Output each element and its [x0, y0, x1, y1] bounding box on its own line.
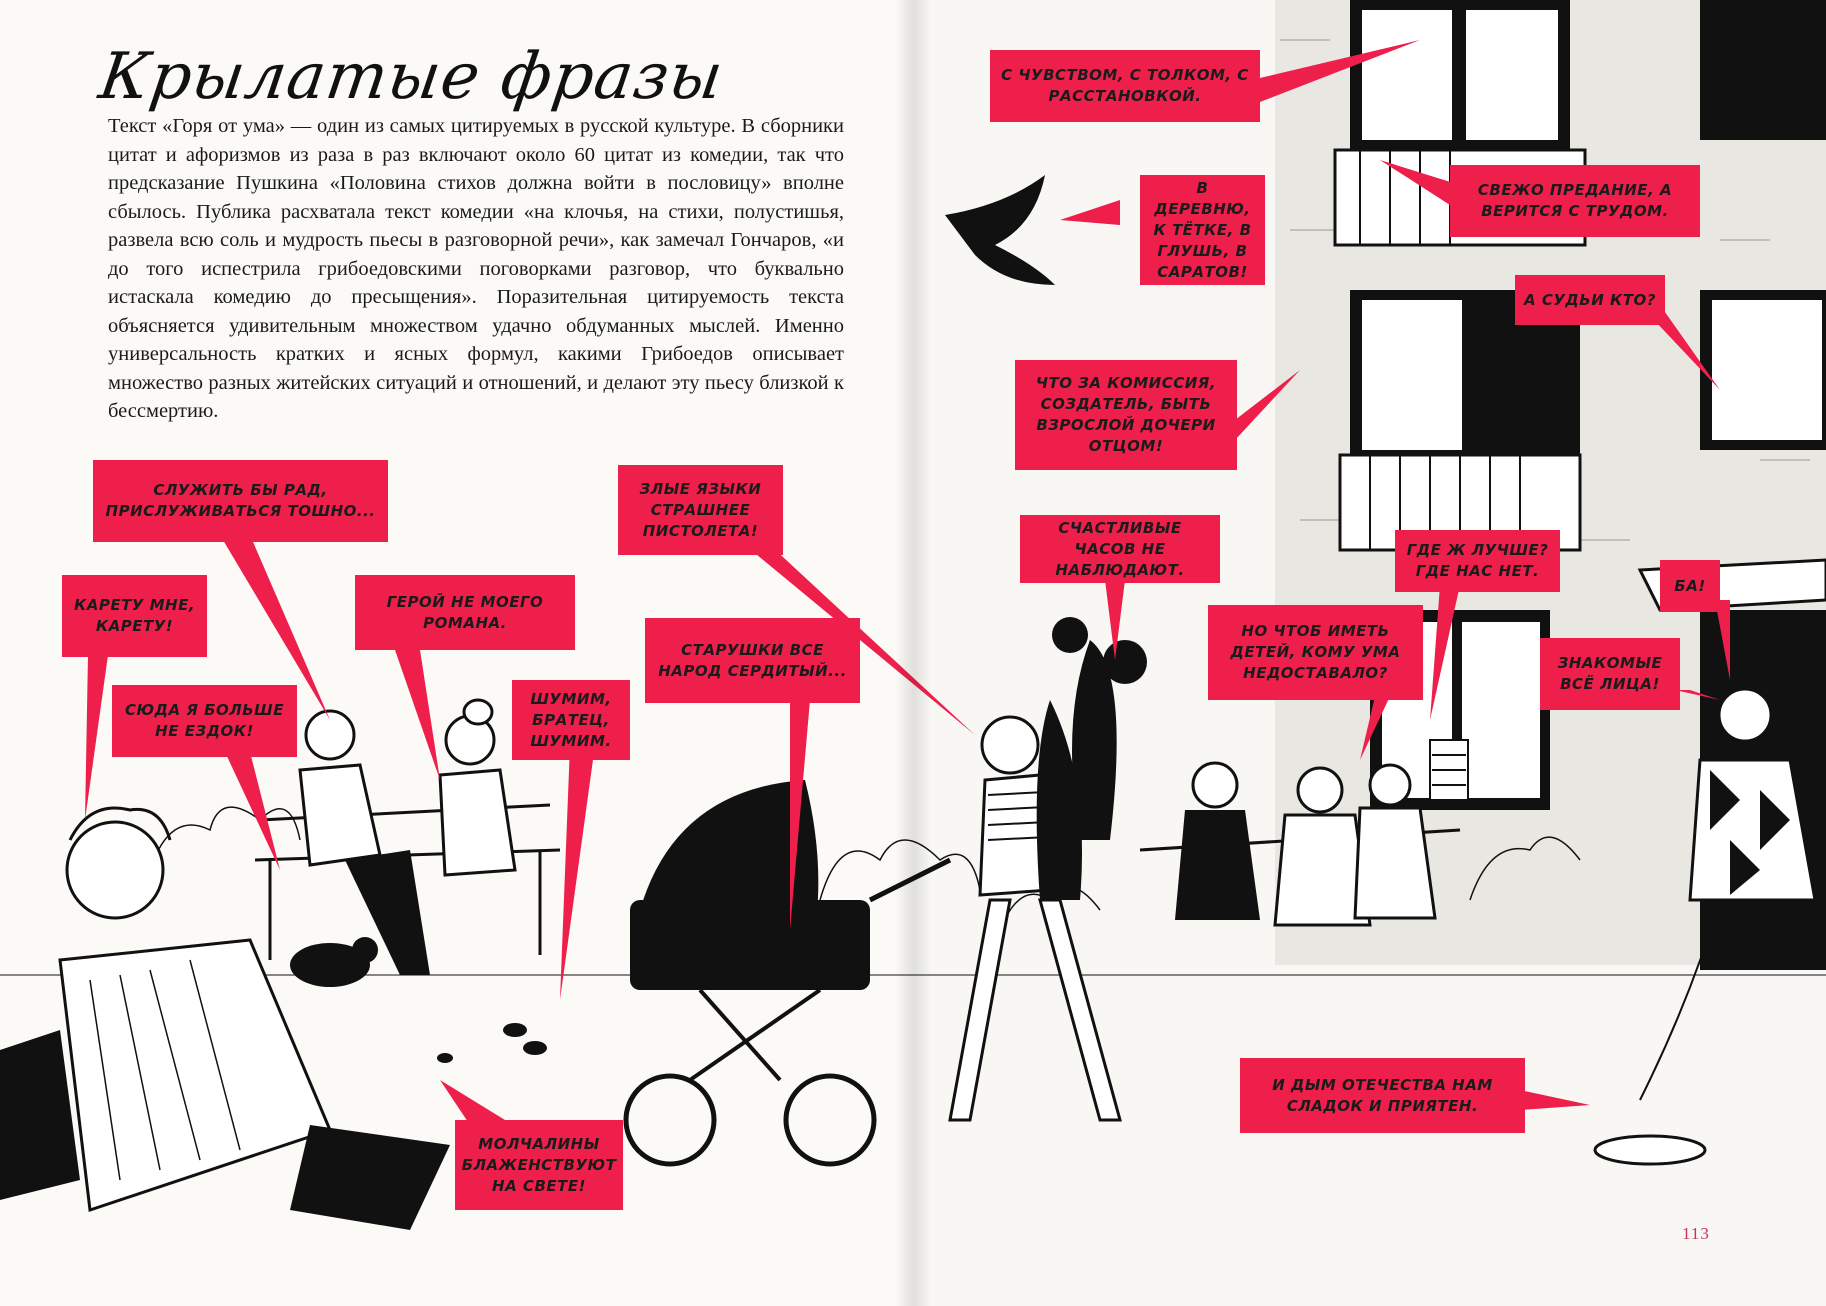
quote-bubble-syuda: СЮДА Я БОЛЬШЕ НЕ ЕЗДОК! — [112, 685, 297, 757]
quote-bubble-ba: БА! — [1660, 560, 1720, 612]
quote-bubble-v-derevnyu: В ДЕРЕВНЮ, К ТЁТКЕ, В ГЛУШЬ, В САРАТОВ! — [1140, 175, 1265, 285]
quote-bubble-molchaliny: МОЛЧАЛИНЫ БЛАЖЕНСТВУЮТ НА СВЕТЕ! — [455, 1120, 623, 1210]
page-title: Крылатые фразы — [94, 40, 729, 114]
quote-bubble-gde-zh: ГДЕ Ж ЛУЧШЕ? ГДЕ НАС НЕТ. — [1395, 530, 1560, 592]
cat-in-window — [1430, 740, 1468, 800]
book-gutter — [895, 0, 931, 1306]
quote-bubble-karetu: КАРЕТУ МНЕ, КАРЕТУ! — [62, 575, 207, 657]
quote-bubble-dym-otechestva: И ДЫМ ОТЕЧЕСТВА НАМ СЛАДОК И ПРИЯТЕН. — [1240, 1058, 1525, 1133]
birds-pecking — [437, 1023, 547, 1063]
body-paragraph: Текст «Горя от ума» — один из самых цитируемых в русской культуре. В сборники цитат и афоризмов из раза в раз включают около 60 цитат из комедии, так что предсказание Пушкина «Половина стихов должна войти в пословицу» вполне сбылось. Публика расхватала текст комедии «на клочья, на стихи, полустишья, развела всю соль и мудрость пьесы в разговорной речи», как замечал Гончаров, «и до того испестрила грибоедовскими поговорками разговор, что буквально истаскала комедию до пресыщения». Поразительная цитируемость текста объясняется удивительным множеством удачно обдуманных мыслей. Именно универсальность кратких и ясных формул, какими Грибоедов описывает множество разных житейских ситуаций и отношений, и делают эту пьесу близкой к бессмертию. — [108, 115, 844, 422]
silhouette-couple — [1037, 617, 1147, 900]
quote-bubble-schastlivye: СЧАСТЛИВЫЕ ЧАСОВ НЕ НАБЛЮДАЮТ. — [1020, 515, 1220, 583]
quote-bubble-shumim: ШУМИМ, БРАТЕЦ, ШУМИМ. — [512, 680, 630, 760]
couple-on-bench — [300, 700, 515, 975]
page-number: 113 — [1682, 1224, 1710, 1243]
quote-bubble-s-chuvstvom: С ЧУВСТВОМ, С ТОЛКОМ, С РАССТАНОВКОЙ. — [990, 50, 1260, 122]
quote-bubble-zlye-yazyki: ЗЛЫЕ ЯЗЫКИ СТРАШНЕЕ ПИСТОЛЕТА! — [618, 465, 783, 555]
black-cat-left — [290, 937, 378, 987]
quote-bubble-chtob-imet: НО ЧТОБ ИМЕТЬ ДЕТЕЙ, КОМУ УМА НЕДОСТАВАЛО? — [1208, 605, 1423, 700]
quote-bubble-znakomye: ЗНАКОМЫЕ ВСЁ ЛИЦА! — [1540, 638, 1680, 710]
quote-bubble-sluzhit: СЛУЖИТЬ БЫ РАД, ПРИСЛУЖИВАТЬСЯ ТОШНО... — [93, 460, 388, 542]
flying-bird — [945, 175, 1055, 285]
quote-bubble-starushki: СТАРУШКИ ВСЕ НАРОД СЕРДИТЫЙ... — [645, 618, 860, 703]
quote-bubble-geroi: ГЕРОЙ НЕ МОЕГО РОМАНА. — [355, 575, 575, 650]
quote-bubble-svezho: СВЕЖО ПРЕДАНИЕ, А ВЕРИТСЯ С ТРУДОМ. — [1450, 165, 1700, 237]
quote-bubble-komissiya: ЧТО ЗА КОМИССИЯ, СОЗДАТЕЛЬ, БЫТЬ ВЗРОСЛОЙ ДОЧЕРИ ОТЦОМ! — [1015, 360, 1237, 470]
quote-bubble-a-sudi: А СУДЬИ КТО? — [1515, 275, 1665, 325]
